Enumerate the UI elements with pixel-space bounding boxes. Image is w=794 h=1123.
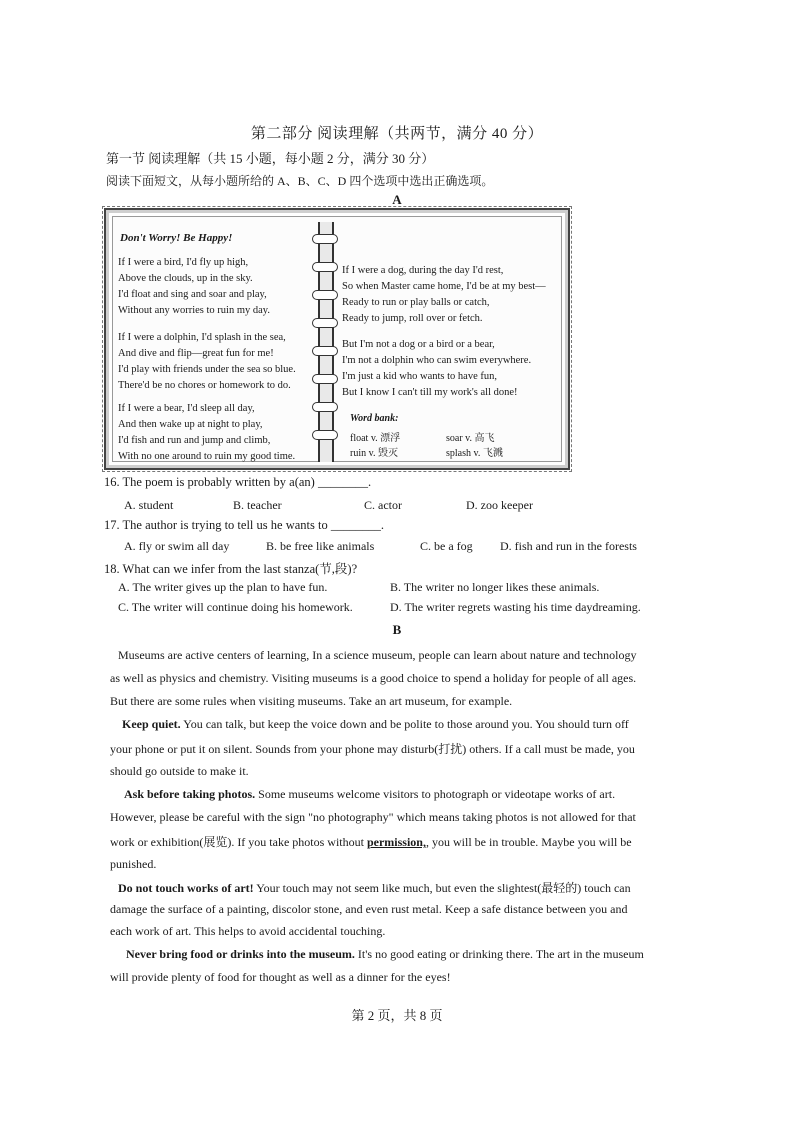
poem-line: If I were a bear, I'd sleep all day,	[118, 403, 255, 414]
question-18: 18. What can we infer from the last stanza(节,段)?	[104, 562, 358, 576]
instructions: 阅读下面短文，从每小题所给的 A、B、C、D 四个选项中选出正确选项。	[106, 174, 494, 188]
poem-line: Without any worries to ruin my day.	[118, 305, 270, 316]
passage-a-label: A	[392, 192, 402, 207]
word-bank-entry: soar v. 高飞	[446, 433, 495, 444]
paragraph-line: Ask before taking photos. Some museums welcome visitors to photograph or videotape works of art.	[124, 787, 616, 801]
poem-line: I'm not a dolphin who can swim everywhere.	[342, 355, 532, 366]
question-17: 17. The author is trying to tell us he wants to ________.	[104, 518, 384, 532]
rule-heading: Do not touch works of art!	[118, 881, 254, 895]
poem-line: I'd float and sing and soar and play,	[118, 289, 267, 300]
paragraph-line: Never bring food or drinks into the museum. It's no good eating or drinking there. The art in the museum	[126, 947, 644, 961]
rule-heading: Ask before taking photos.	[124, 787, 256, 801]
poem-line: If I were a dog, during the day I'd rest,	[342, 265, 504, 276]
paragraph-line: will provide plenty of food for thought as well as a dinner for the eyes!	[110, 970, 451, 984]
question-16: 16. The poem is probably written by a(an) ________.	[104, 475, 372, 489]
paragraph-line: punished.	[110, 857, 157, 871]
spiral-binding-icon	[318, 222, 334, 462]
rule-heading: Keep quiet.	[122, 717, 181, 731]
option: C. actor	[364, 498, 402, 512]
paragraph-line: your phone or put it on silent. Sounds from your phone may disturb(打扰) others. If a call must be made, you	[110, 742, 635, 756]
poem-line: I'd play with friends under the sea so blue.	[118, 364, 296, 375]
passage-b-label: B	[392, 622, 402, 637]
option: B. The writer no longer likes these animals.	[390, 580, 600, 594]
paragraph-line: should go outside to make it.	[110, 764, 249, 778]
option: B. be free like animals	[266, 539, 375, 553]
section-title: 第一节 阅读理解（共 15 小题，每小题 2 分，满分 30 分）	[106, 151, 435, 166]
keyword-permission: permission,	[366, 835, 426, 849]
word-bank-title: Word bank:	[350, 413, 399, 424]
poem-line: I'd fish and run and jump and climb,	[118, 435, 271, 446]
option: C. The writer will continue doing his homework.	[118, 600, 353, 614]
poem-line: With no one around to ruin my good time.	[118, 451, 296, 462]
poem-panel	[104, 208, 570, 470]
option: B. teacher	[233, 498, 282, 512]
poem-line: There'd be no chores or homework to do.	[118, 380, 291, 391]
word-bank-entry: splash v. 飞溅	[446, 448, 503, 459]
poem-line: But I'm not a dog or a bird or a bear,	[342, 339, 495, 350]
poem-title: Don't Worry! Be Happy!	[120, 232, 233, 244]
option: D. The writer regrets wasting his time daydreaming.	[390, 600, 641, 614]
option: A. The writer gives up the plan to have fun.	[118, 580, 328, 594]
poem-line: So when Master came home, I'd be at my best—	[342, 281, 546, 292]
paragraph-line: Keep quiet. You can talk, but keep the voice down and be polite to those around you. You should turn off	[122, 717, 629, 731]
paragraph-line: each work of art. This helps to avoid accidental touching.	[110, 924, 386, 938]
poem-line: Ready to run or play balls or catch,	[342, 297, 490, 308]
paragraph-line: However, please be careful with the sign "no photography" which means taking photos is not allowed for that	[110, 810, 636, 824]
paragraph-line: Do not touch works of art! Your touch may not seem like much, but even the slightest(最轻的) touch can	[118, 881, 631, 895]
paragraph-line: as well as physics and chemistry. Visiting museums is a good choice to spend a holiday for people of all ages.	[110, 671, 637, 685]
paragraph-line: damage the surface of a painting, discolor stone, and even rust metal. Keep a safe distance between you and	[110, 902, 628, 916]
paragraph-line: But there are some rules when visiting museums. Take an art museum, for example.	[110, 694, 513, 708]
option: D. fish and run in the forests	[500, 539, 637, 553]
paragraph-line: work or exhibition(展览). If you take photos without permission,, you will be in trouble. Maybe you will be	[110, 835, 632, 849]
poem-line: And dive and flip—great fun for me!	[118, 348, 274, 359]
poem-line: Ready to jump, roll over or fetch.	[342, 313, 483, 324]
rule-heading: Never bring food or drinks into the museum.	[126, 947, 355, 961]
poem-line: If I were a bird, I'd fly up high,	[118, 257, 249, 268]
poem-line: But I know I can't till my work's all done!	[342, 387, 518, 398]
paragraph-line: Museums are active centers of learning, In a science museum, people can learn about nature and technology	[118, 648, 637, 662]
poem-line: I'm just a kid who wants to have fun,	[342, 371, 497, 382]
part-title: 第二部分 阅读理解（共两节，满分 40 分）	[250, 126, 544, 142]
poem-line: If I were a dolphin, I'd splash in the sea,	[118, 332, 286, 343]
word-bank-entry: ruin v. 毁灭	[350, 448, 398, 459]
word-bank-entry: float v. 漂浮	[350, 433, 401, 444]
poem-line: Above the clouds, up in the sky.	[118, 273, 253, 284]
page-number: 第 2 页，共 8 页	[351, 1008, 443, 1023]
option: C. be a fog	[420, 539, 473, 553]
poem-line: And then wake up at night to play,	[118, 419, 263, 430]
option: A. student	[124, 498, 174, 512]
option: D. zoo keeper	[466, 498, 533, 512]
option: A. fly or swim all day	[124, 539, 230, 553]
